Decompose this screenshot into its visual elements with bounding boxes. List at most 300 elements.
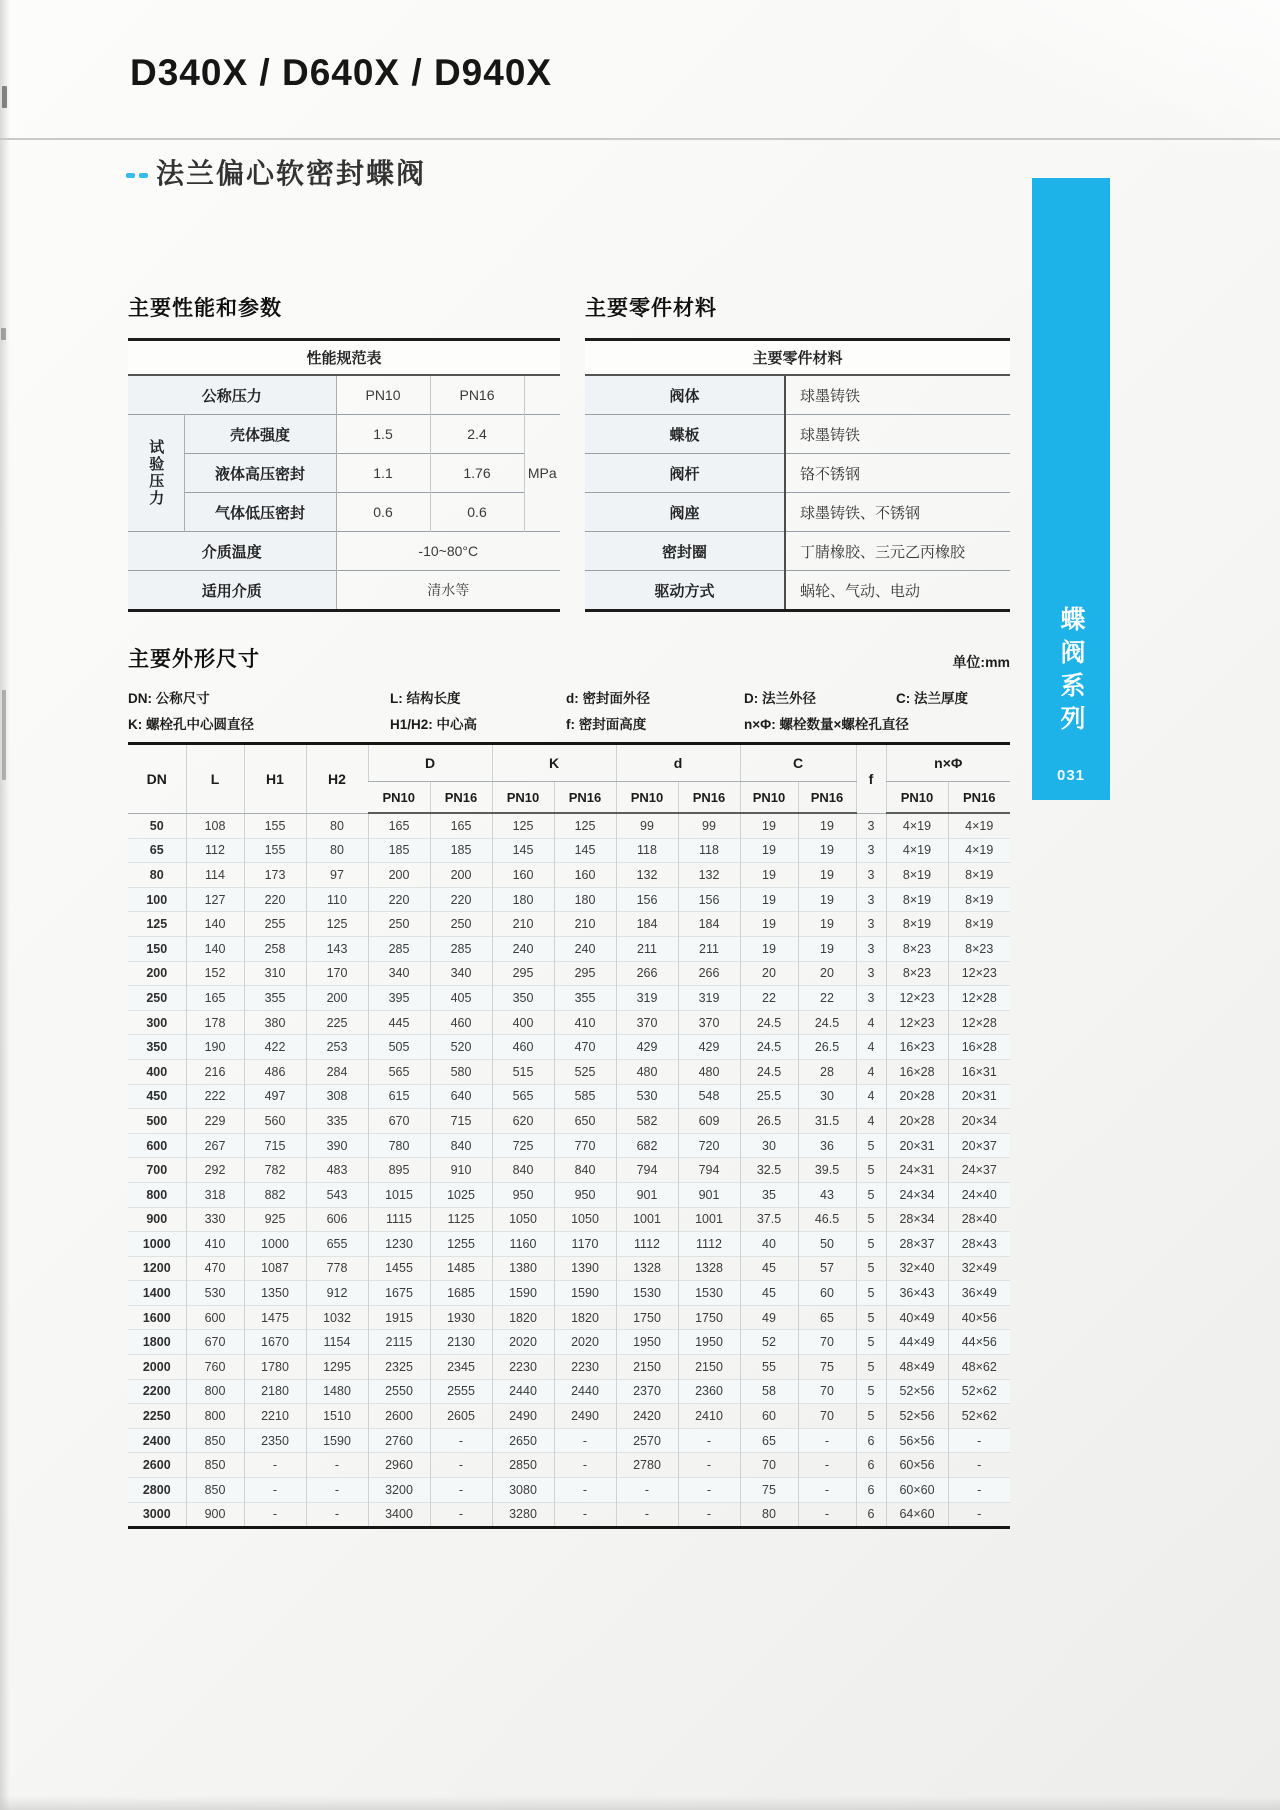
value-cell: 1455 <box>368 1256 430 1281</box>
col-pn10: PN10 <box>492 782 554 814</box>
value-cell: 99 <box>616 813 678 838</box>
value-cell: 2325 <box>368 1355 430 1380</box>
value-cell: 20×31 <box>948 1084 1010 1109</box>
value-cell: 2555 <box>430 1379 492 1404</box>
value-cell: 4×19 <box>948 838 1010 863</box>
medium-temp-value: -10~80°C <box>336 532 560 571</box>
value-cell: 240 <box>554 936 616 961</box>
value-cell: 1510 <box>306 1404 368 1429</box>
value-cell: 60 <box>798 1281 856 1306</box>
value-cell: 882 <box>244 1182 306 1207</box>
value-cell: 52×56 <box>886 1379 948 1404</box>
value-cell: 20×28 <box>886 1109 948 1134</box>
value-cell: 200 <box>368 863 430 888</box>
value-cell: 3 <box>856 887 886 912</box>
liquid-seal-label: 液体高压密封 <box>184 454 336 493</box>
value-cell: 8×19 <box>886 863 948 888</box>
value-cell: 2550 <box>368 1379 430 1404</box>
col-pn10: PN10 <box>886 782 948 814</box>
value-cell: 3080 <box>492 1478 554 1503</box>
value-cell: 778 <box>306 1256 368 1281</box>
value-cell: 155 <box>244 838 306 863</box>
value-cell: 132 <box>678 863 740 888</box>
scan-artifact <box>1 328 6 340</box>
value-cell: 44×49 <box>886 1330 948 1355</box>
value-cell: 28 <box>798 1059 856 1084</box>
value-cell: 5 <box>856 1305 886 1330</box>
dn-cell: 2600 <box>128 1453 186 1478</box>
value-cell: 160 <box>492 863 554 888</box>
value-cell: 140 <box>186 936 244 961</box>
value-cell: 4 <box>856 1010 886 1035</box>
value-cell: 19 <box>740 936 798 961</box>
value-cell: 26.5 <box>740 1109 798 1134</box>
value-cell: 70 <box>798 1379 856 1404</box>
gas-seal-pn10: 0.6 <box>336 493 430 532</box>
value-cell: 2780 <box>616 1453 678 1478</box>
value-cell: 19 <box>740 838 798 863</box>
value-cell: 1750 <box>678 1305 740 1330</box>
value-cell: 250 <box>430 912 492 937</box>
value-cell: 39.5 <box>798 1158 856 1183</box>
value-cell: 5 <box>856 1232 886 1257</box>
value-cell: 118 <box>678 838 740 863</box>
dn-cell: 1200 <box>128 1256 186 1281</box>
performance-table-title: 性能规范表 <box>128 340 560 376</box>
value-cell: 950 <box>492 1182 554 1207</box>
empty-cell <box>524 375 560 415</box>
value-cell: - <box>678 1502 740 1528</box>
value-cell: 422 <box>244 1035 306 1060</box>
legend-item: D: 法兰外径 <box>744 691 816 706</box>
value-cell: 19 <box>798 912 856 937</box>
value-cell: 2370 <box>616 1379 678 1404</box>
value-cell: 6 <box>856 1453 886 1478</box>
value-cell: 560 <box>244 1109 306 1134</box>
value-cell: 60×56 <box>886 1453 948 1478</box>
value-cell: 16×28 <box>886 1059 948 1084</box>
legend-item: H1/H2: 中心高 <box>390 717 478 732</box>
value-cell: 210 <box>554 912 616 937</box>
value-cell: - <box>244 1502 306 1528</box>
value-cell: 380 <box>244 1010 306 1035</box>
value-cell: 794 <box>678 1158 740 1183</box>
value-cell: 8×19 <box>886 912 948 937</box>
value-cell: 2210 <box>244 1404 306 1429</box>
value-cell: 2020 <box>492 1330 554 1355</box>
table-row <box>128 532 560 571</box>
part-material: 球墨铸铁 <box>785 415 1010 454</box>
scan-artifact <box>2 690 6 780</box>
col-pn10: PN10 <box>368 782 430 814</box>
value-cell: 1050 <box>554 1207 616 1232</box>
table-row <box>128 1453 1010 1478</box>
value-cell: 725 <box>492 1133 554 1158</box>
value-cell: 170 <box>306 961 368 986</box>
value-cell: 180 <box>554 887 616 912</box>
col-group-nphi: n×Φ <box>886 744 1010 782</box>
value-cell: 2440 <box>554 1379 616 1404</box>
part-material: 蜗轮、气动、电动 <box>785 571 1010 611</box>
value-cell: 3 <box>856 863 886 888</box>
gas-seal-pn16: 0.6 <box>430 493 524 532</box>
value-cell: 155 <box>244 813 306 838</box>
table-row <box>128 1232 1010 1257</box>
value-cell: 1255 <box>430 1232 492 1257</box>
value-cell: 5 <box>856 1330 886 1355</box>
value-cell: 1590 <box>306 1428 368 1453</box>
table-row <box>128 1109 1010 1134</box>
value-cell: 180 <box>492 887 554 912</box>
value-cell: 615 <box>368 1084 430 1109</box>
value-cell: 250 <box>368 912 430 937</box>
performance-heading: 主要性能和参数 <box>128 297 282 320</box>
value-cell: 24×31 <box>886 1158 948 1183</box>
table-row <box>585 493 1010 532</box>
dn-cell: 50 <box>128 813 186 838</box>
value-cell: 8×19 <box>886 887 948 912</box>
value-cell: 609 <box>678 1109 740 1134</box>
col-pn16: PN16 <box>948 782 1010 814</box>
value-cell: 395 <box>368 986 430 1011</box>
value-cell: - <box>798 1428 856 1453</box>
value-cell: 682 <box>616 1133 678 1158</box>
value-cell: 30 <box>798 1084 856 1109</box>
col-f: f <box>856 744 886 814</box>
value-cell: 156 <box>616 887 678 912</box>
legend-item: K: 螺栓孔中心圆直径 <box>128 717 254 732</box>
value-cell: 75 <box>740 1478 798 1503</box>
value-cell: 770 <box>554 1133 616 1158</box>
value-cell: 36 <box>798 1133 856 1158</box>
value-cell: 28×43 <box>948 1232 1010 1257</box>
value-cell: 318 <box>186 1182 244 1207</box>
col-group-k: K <box>492 744 616 782</box>
value-cell: 40 <box>740 1232 798 1257</box>
table-row <box>128 1502 1010 1528</box>
value-cell: 1112 <box>678 1232 740 1257</box>
value-cell: 184 <box>678 912 740 937</box>
dn-cell: 200 <box>128 961 186 986</box>
value-cell: 52×62 <box>948 1379 1010 1404</box>
value-cell: 1115 <box>368 1207 430 1232</box>
value-cell: 24×34 <box>886 1182 948 1207</box>
value-cell: 582 <box>616 1109 678 1134</box>
col-group-d: D <box>368 744 492 782</box>
dn-cell: 350 <box>128 1035 186 1060</box>
table-row <box>585 415 1010 454</box>
value-cell: 8×19 <box>948 887 1010 912</box>
shell-strength-pn10: 1.5 <box>336 415 430 454</box>
dn-cell: 700 <box>128 1158 186 1183</box>
value-cell: 48×49 <box>886 1355 948 1380</box>
value-cell: 108 <box>186 813 244 838</box>
table-row <box>128 375 560 415</box>
value-cell: 52×62 <box>948 1404 1010 1429</box>
value-cell: 340 <box>430 961 492 986</box>
shell-strength-pn16: 2.4 <box>430 415 524 454</box>
shell-strength-label: 壳体强度 <box>184 415 336 454</box>
value-cell: 16×28 <box>948 1035 1010 1060</box>
dn-cell: 100 <box>128 887 186 912</box>
value-cell: 24.5 <box>798 1010 856 1035</box>
value-cell: 24.5 <box>740 1010 798 1035</box>
value-cell: 925 <box>244 1207 306 1232</box>
value-cell: 57 <box>798 1256 856 1281</box>
value-cell: 310 <box>244 961 306 986</box>
dn-cell: 250 <box>128 986 186 1011</box>
value-cell: 266 <box>678 961 740 986</box>
table-row <box>128 936 1010 961</box>
value-cell: 1125 <box>430 1207 492 1232</box>
value-cell: 355 <box>554 986 616 1011</box>
value-cell: 49 <box>740 1305 798 1330</box>
value-cell: 4 <box>856 1109 886 1134</box>
scan-artifact <box>2 86 7 108</box>
value-cell: 3 <box>856 838 886 863</box>
value-cell: 486 <box>244 1059 306 1084</box>
table-row <box>128 1133 1010 1158</box>
value-cell: 6 <box>856 1428 886 1453</box>
value-cell: - <box>554 1502 616 1528</box>
value-cell: 52 <box>740 1330 798 1355</box>
value-cell: 2490 <box>492 1404 554 1429</box>
value-cell: 670 <box>368 1109 430 1134</box>
value-cell: 8×23 <box>948 936 1010 961</box>
value-cell: 405 <box>430 986 492 1011</box>
table-row <box>128 887 1010 912</box>
dn-cell: 800 <box>128 1182 186 1207</box>
value-cell: 4×19 <box>948 813 1010 838</box>
value-cell: 1530 <box>616 1281 678 1306</box>
value-cell: 200 <box>306 986 368 1011</box>
value-cell: 80 <box>740 1502 798 1528</box>
value-cell: 901 <box>616 1182 678 1207</box>
col-pn16: PN16 <box>678 782 740 814</box>
value-cell: 36×49 <box>948 1281 1010 1306</box>
value-cell: 45 <box>740 1256 798 1281</box>
value-cell: 12×28 <box>948 1010 1010 1035</box>
value-cell: 429 <box>616 1035 678 1060</box>
value-cell: 40×56 <box>948 1305 1010 1330</box>
dn-cell: 1000 <box>128 1232 186 1257</box>
value-cell: 65 <box>740 1428 798 1453</box>
page-title: D340X / D640X / D940X <box>130 52 553 93</box>
part-material: 球墨铸铁 <box>785 375 1010 415</box>
value-cell: 2130 <box>430 1330 492 1355</box>
dimensions-heading: 主要外形尺寸 <box>128 648 260 671</box>
value-cell: 429 <box>678 1035 740 1060</box>
value-cell: 31.5 <box>798 1109 856 1134</box>
dn-cell: 1400 <box>128 1281 186 1306</box>
value-cell: - <box>306 1502 368 1528</box>
value-cell: 1685 <box>430 1281 492 1306</box>
value-cell: 1485 <box>430 1256 492 1281</box>
value-cell: 112 <box>186 838 244 863</box>
value-cell: 40×49 <box>886 1305 948 1330</box>
table-row <box>128 1035 1010 1060</box>
value-cell: - <box>430 1428 492 1453</box>
dn-cell: 2250 <box>128 1404 186 1429</box>
value-cell: 5 <box>856 1355 886 1380</box>
value-cell: 1015 <box>368 1182 430 1207</box>
value-cell: 340 <box>368 961 430 986</box>
value-cell: 580 <box>430 1059 492 1084</box>
value-cell: 350 <box>492 986 554 1011</box>
value-cell: 5 <box>856 1133 886 1158</box>
value-cell: - <box>616 1502 678 1528</box>
dn-cell: 450 <box>128 1084 186 1109</box>
value-cell: 1530 <box>678 1281 740 1306</box>
series-side-tab <box>1032 178 1110 800</box>
value-cell: 850 <box>186 1478 244 1503</box>
value-cell: 125 <box>492 813 554 838</box>
table-row <box>128 454 560 493</box>
table-row <box>128 1428 1010 1453</box>
value-cell: 118 <box>616 838 678 863</box>
value-cell: 950 <box>554 1182 616 1207</box>
value-cell: 483 <box>306 1158 368 1183</box>
value-cell: 620 <box>492 1109 554 1134</box>
value-cell: 1160 <box>492 1232 554 1257</box>
dimensions-legend <box>128 687 1018 733</box>
legend-item: L: 结构长度 <box>390 691 461 706</box>
value-cell: 220 <box>368 887 430 912</box>
value-cell: 99 <box>678 813 740 838</box>
value-cell: 2960 <box>368 1453 430 1478</box>
dimensions-table-body <box>128 813 1010 1528</box>
value-cell: 160 <box>554 863 616 888</box>
value-cell: 185 <box>368 838 430 863</box>
value-cell: 184 <box>616 912 678 937</box>
value-cell: 6 <box>856 1478 886 1503</box>
value-cell: 165 <box>430 813 492 838</box>
dn-cell: 2800 <box>128 1478 186 1503</box>
value-cell: 2760 <box>368 1428 430 1453</box>
value-cell: 19 <box>740 887 798 912</box>
value-cell: 1350 <box>244 1281 306 1306</box>
value-cell: 253 <box>306 1035 368 1060</box>
value-cell: 32×40 <box>886 1256 948 1281</box>
legend-item: d: 密封面外径 <box>566 691 650 706</box>
value-cell: 2115 <box>368 1330 430 1355</box>
part-material: 球墨铸铁、不锈钢 <box>785 493 1010 532</box>
value-cell: 46.5 <box>798 1207 856 1232</box>
series-tab-label: 蝶阀系列 <box>1057 606 1085 738</box>
dn-cell: 1800 <box>128 1330 186 1355</box>
value-cell: 1295 <box>306 1355 368 1380</box>
title-divider <box>0 138 1280 140</box>
value-cell: 1820 <box>554 1305 616 1330</box>
value-cell: 12×23 <box>948 961 1010 986</box>
value-cell: 24.5 <box>740 1059 798 1084</box>
col-dn: DN <box>128 744 186 814</box>
part-name: 阀座 <box>585 493 785 532</box>
value-cell: - <box>430 1478 492 1503</box>
value-cell: 56×56 <box>886 1428 948 1453</box>
value-cell: 156 <box>678 887 740 912</box>
materials-heading: 主要零件材料 <box>585 297 717 320</box>
value-cell: 1390 <box>554 1256 616 1281</box>
value-cell: 1950 <box>678 1330 740 1355</box>
value-cell: 211 <box>616 936 678 961</box>
value-cell: 2490 <box>554 1404 616 1429</box>
legend-item: n×Φ: 螺栓数量×螺栓孔直径 <box>744 717 909 732</box>
medium-label: 适用介质 <box>128 571 336 611</box>
value-cell: 20×37 <box>948 1133 1010 1158</box>
value-cell: 515 <box>492 1059 554 1084</box>
value-cell: - <box>678 1478 740 1503</box>
value-cell: 8×19 <box>948 863 1010 888</box>
value-cell: 19 <box>740 912 798 937</box>
dn-cell: 400 <box>128 1059 186 1084</box>
value-cell: 840 <box>430 1133 492 1158</box>
value-cell: 330 <box>186 1207 244 1232</box>
nominal-pressure-label: 公称压力 <box>128 375 336 415</box>
table-row <box>128 493 560 532</box>
value-cell: 165 <box>368 813 430 838</box>
value-cell: - <box>306 1453 368 1478</box>
value-cell: 2410 <box>678 1404 740 1429</box>
table-row <box>128 1379 1010 1404</box>
dn-cell: 125 <box>128 912 186 937</box>
col-pn10: PN10 <box>616 782 678 814</box>
test-pressure-group-label: 试验压力 <box>128 415 184 532</box>
value-cell: 2650 <box>492 1428 554 1453</box>
value-cell: 3 <box>856 912 886 937</box>
value-cell: 460 <box>430 1010 492 1035</box>
table-row <box>128 1207 1010 1232</box>
value-cell: 3 <box>856 813 886 838</box>
nominal-pressure-pn16: PN16 <box>430 375 524 415</box>
value-cell: 370 <box>616 1010 678 1035</box>
value-cell: 140 <box>186 912 244 937</box>
value-cell: 36×43 <box>886 1281 948 1306</box>
table-row <box>128 813 1010 838</box>
value-cell: 800 <box>186 1404 244 1429</box>
value-cell: 43 <box>798 1182 856 1207</box>
dn-cell: 500 <box>128 1109 186 1134</box>
value-cell: 22 <box>740 986 798 1011</box>
value-cell: 26.5 <box>798 1035 856 1060</box>
value-cell: 2150 <box>678 1355 740 1380</box>
value-cell: 912 <box>306 1281 368 1306</box>
table-row <box>128 1010 1010 1035</box>
value-cell: 12×28 <box>948 986 1010 1011</box>
value-cell: 220 <box>430 887 492 912</box>
value-cell: 4 <box>856 1059 886 1084</box>
value-cell: 565 <box>492 1084 554 1109</box>
value-cell: 335 <box>306 1109 368 1134</box>
value-cell: 24.5 <box>740 1035 798 1060</box>
value-cell: 1328 <box>678 1256 740 1281</box>
value-cell: 2600 <box>368 1404 430 1429</box>
value-cell: 178 <box>186 1010 244 1035</box>
value-cell: 28×37 <box>886 1232 948 1257</box>
value-cell: 640 <box>430 1084 492 1109</box>
col-h2: H2 <box>306 744 368 814</box>
value-cell: 5 <box>856 1379 886 1404</box>
value-cell: 12×23 <box>886 1010 948 1035</box>
value-cell: 6 <box>856 1502 886 1528</box>
value-cell: 32×49 <box>948 1256 1010 1281</box>
value-cell: 2605 <box>430 1404 492 1429</box>
value-cell: 70 <box>798 1330 856 1355</box>
table-row <box>585 571 1010 611</box>
value-cell: 152 <box>186 961 244 986</box>
value-cell: 24×37 <box>948 1158 1010 1183</box>
table-row <box>128 1330 1010 1355</box>
